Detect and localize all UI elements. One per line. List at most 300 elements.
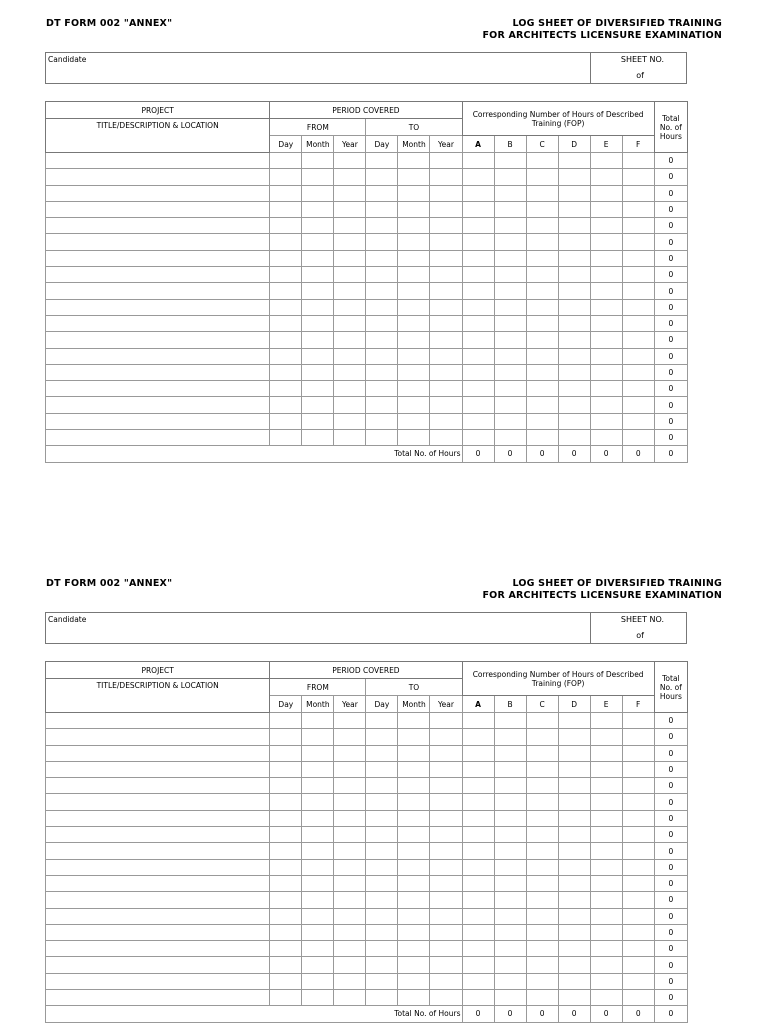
- entry-cell[interactable]: [494, 859, 526, 875]
- entry-cell[interactable]: [462, 827, 494, 843]
- entry-cell[interactable]: [302, 778, 334, 794]
- entry-cell[interactable]: [302, 827, 334, 843]
- entry-cell[interactable]: [590, 381, 622, 397]
- entry-cell[interactable]: [270, 761, 302, 777]
- entry-cell[interactable]: [558, 397, 590, 413]
- entry-cell[interactable]: [622, 778, 654, 794]
- entry-cell[interactable]: [398, 990, 430, 1006]
- entry-cell[interactable]: [590, 990, 622, 1006]
- entry-cell[interactable]: [494, 397, 526, 413]
- entry-cell[interactable]: [494, 267, 526, 283]
- entry-cell[interactable]: [494, 973, 526, 989]
- entry-cell[interactable]: [590, 761, 622, 777]
- entry-cell[interactable]: [366, 364, 398, 380]
- entry-cell[interactable]: [366, 941, 398, 957]
- entry-cell[interactable]: [430, 250, 462, 266]
- entry-cell[interactable]: [494, 348, 526, 364]
- entry-cell[interactable]: [526, 332, 558, 348]
- entry-cell[interactable]: [334, 794, 366, 810]
- entry-cell[interactable]: [366, 381, 398, 397]
- entry-cell[interactable]: [334, 892, 366, 908]
- entry-cell[interactable]: [334, 875, 366, 891]
- entry-cell[interactable]: [590, 957, 622, 973]
- entry-cell[interactable]: [334, 283, 366, 299]
- entry-cell[interactable]: [558, 364, 590, 380]
- entry-cell[interactable]: [270, 413, 302, 429]
- entry-cell[interactable]: [462, 729, 494, 745]
- entry-cell[interactable]: [494, 990, 526, 1006]
- entry-cell[interactable]: [302, 990, 334, 1006]
- entry-cell[interactable]: [622, 348, 654, 364]
- entry-cell[interactable]: [366, 234, 398, 250]
- entry-cell[interactable]: [270, 381, 302, 397]
- entry-cell[interactable]: [526, 745, 558, 761]
- project-cell[interactable]: [46, 875, 270, 891]
- entry-cell[interactable]: [558, 778, 590, 794]
- project-cell[interactable]: [46, 957, 270, 973]
- entry-cell[interactable]: [366, 778, 398, 794]
- candidate-box[interactable]: [45, 52, 687, 84]
- entry-cell[interactable]: [462, 153, 494, 169]
- entry-cell[interactable]: [334, 381, 366, 397]
- entry-cell[interactable]: [270, 729, 302, 745]
- entry-cell[interactable]: [270, 875, 302, 891]
- entry-cell[interactable]: [558, 315, 590, 331]
- entry-cell[interactable]: [398, 957, 430, 973]
- entry-cell[interactable]: [590, 875, 622, 891]
- entry-cell[interactable]: [622, 153, 654, 169]
- entry-cell[interactable]: [462, 315, 494, 331]
- entry-cell[interactable]: [270, 218, 302, 234]
- entry-cell[interactable]: [590, 364, 622, 380]
- entry-cell[interactable]: [334, 957, 366, 973]
- project-cell[interactable]: [46, 745, 270, 761]
- entry-cell[interactable]: [366, 218, 398, 234]
- entry-cell[interactable]: [270, 169, 302, 185]
- project-cell[interactable]: [46, 381, 270, 397]
- entry-cell[interactable]: [558, 250, 590, 266]
- entry-cell[interactable]: [526, 843, 558, 859]
- entry-cell[interactable]: [430, 973, 462, 989]
- entry-cell[interactable]: [430, 941, 462, 957]
- entry-cell[interactable]: [622, 201, 654, 217]
- entry-cell[interactable]: [526, 778, 558, 794]
- entry-cell[interactable]: [622, 875, 654, 891]
- entry-cell[interactable]: [494, 924, 526, 940]
- project-cell[interactable]: [46, 397, 270, 413]
- entry-cell[interactable]: [526, 381, 558, 397]
- entry-cell[interactable]: [622, 185, 654, 201]
- entry-cell[interactable]: [270, 843, 302, 859]
- entry-cell[interactable]: [430, 843, 462, 859]
- entry-cell[interactable]: [334, 924, 366, 940]
- entry-cell[interactable]: [590, 315, 622, 331]
- entry-cell[interactable]: [462, 973, 494, 989]
- entry-cell[interactable]: [590, 924, 622, 940]
- entry-cell[interactable]: [558, 283, 590, 299]
- entry-cell[interactable]: [334, 973, 366, 989]
- entry-cell[interactable]: [398, 348, 430, 364]
- project-cell[interactable]: [46, 990, 270, 1006]
- entry-cell[interactable]: [430, 827, 462, 843]
- entry-cell[interactable]: [622, 990, 654, 1006]
- entry-cell[interactable]: [558, 875, 590, 891]
- entry-cell[interactable]: [462, 713, 494, 729]
- entry-cell[interactable]: [622, 924, 654, 940]
- entry-cell[interactable]: [526, 397, 558, 413]
- entry-cell[interactable]: [590, 267, 622, 283]
- entry-cell[interactable]: [302, 381, 334, 397]
- entry-cell[interactable]: [590, 745, 622, 761]
- entry-cell[interactable]: [302, 267, 334, 283]
- entry-cell[interactable]: [590, 430, 622, 446]
- entry-cell[interactable]: [270, 859, 302, 875]
- entry-cell[interactable]: [462, 169, 494, 185]
- entry-cell[interactable]: [558, 234, 590, 250]
- entry-cell[interactable]: [622, 973, 654, 989]
- entry-cell[interactable]: [526, 348, 558, 364]
- entry-cell[interactable]: [462, 430, 494, 446]
- entry-cell[interactable]: [526, 267, 558, 283]
- entry-cell[interactable]: [334, 843, 366, 859]
- entry-cell[interactable]: [558, 413, 590, 429]
- entry-cell[interactable]: [558, 729, 590, 745]
- project-cell[interactable]: [46, 761, 270, 777]
- entry-cell[interactable]: [334, 430, 366, 446]
- entry-cell[interactable]: [398, 283, 430, 299]
- entry-cell[interactable]: [302, 201, 334, 217]
- entry-cell[interactable]: [430, 990, 462, 1006]
- entry-cell[interactable]: [494, 153, 526, 169]
- entry-cell[interactable]: [622, 908, 654, 924]
- entry-cell[interactable]: [430, 218, 462, 234]
- entry-cell[interactable]: [366, 859, 398, 875]
- entry-cell[interactable]: [366, 990, 398, 1006]
- entry-cell[interactable]: [590, 283, 622, 299]
- entry-cell[interactable]: [270, 283, 302, 299]
- entry-cell[interactable]: [558, 381, 590, 397]
- entry-cell[interactable]: [302, 185, 334, 201]
- entry-cell[interactable]: [462, 957, 494, 973]
- entry-cell[interactable]: [558, 794, 590, 810]
- project-cell[interactable]: [46, 218, 270, 234]
- entry-cell[interactable]: [366, 169, 398, 185]
- entry-cell[interactable]: [462, 778, 494, 794]
- entry-cell[interactable]: [558, 973, 590, 989]
- entry-cell[interactable]: [366, 299, 398, 315]
- entry-cell[interactable]: [430, 924, 462, 940]
- entry-cell[interactable]: [430, 397, 462, 413]
- entry-cell[interactable]: [302, 169, 334, 185]
- entry-cell[interactable]: [462, 843, 494, 859]
- sheet-number-cell[interactable]: [590, 613, 686, 643]
- entry-cell[interactable]: [590, 185, 622, 201]
- entry-cell[interactable]: [430, 169, 462, 185]
- entry-cell[interactable]: [462, 859, 494, 875]
- entry-cell[interactable]: [622, 713, 654, 729]
- entry-cell[interactable]: [366, 430, 398, 446]
- project-cell[interactable]: [46, 908, 270, 924]
- entry-cell[interactable]: [590, 794, 622, 810]
- entry-cell[interactable]: [494, 843, 526, 859]
- entry-cell[interactable]: [270, 827, 302, 843]
- entry-cell[interactable]: [398, 745, 430, 761]
- entry-cell[interactable]: [558, 153, 590, 169]
- entry-cell[interactable]: [366, 185, 398, 201]
- entry-cell[interactable]: [334, 729, 366, 745]
- entry-cell[interactable]: [270, 332, 302, 348]
- entry-cell[interactable]: [494, 941, 526, 957]
- project-cell[interactable]: [46, 778, 270, 794]
- entry-cell[interactable]: [558, 299, 590, 315]
- entry-cell[interactable]: [494, 299, 526, 315]
- entry-cell[interactable]: [398, 315, 430, 331]
- entry-cell[interactable]: [270, 941, 302, 957]
- entry-cell[interactable]: [270, 924, 302, 940]
- entry-cell[interactable]: [270, 957, 302, 973]
- project-cell[interactable]: [46, 348, 270, 364]
- entry-cell[interactable]: [334, 990, 366, 1006]
- entry-cell[interactable]: [302, 713, 334, 729]
- entry-cell[interactable]: [302, 364, 334, 380]
- entry-cell[interactable]: [430, 761, 462, 777]
- entry-cell[interactable]: [622, 794, 654, 810]
- entry-cell[interactable]: [334, 332, 366, 348]
- entry-cell[interactable]: [270, 315, 302, 331]
- entry-cell[interactable]: [302, 908, 334, 924]
- entry-cell[interactable]: [398, 299, 430, 315]
- entry-cell[interactable]: [398, 332, 430, 348]
- entry-cell[interactable]: [494, 794, 526, 810]
- entry-cell[interactable]: [430, 908, 462, 924]
- entry-cell[interactable]: [526, 924, 558, 940]
- entry-cell[interactable]: [270, 810, 302, 826]
- entry-cell[interactable]: [302, 745, 334, 761]
- entry-cell[interactable]: [622, 315, 654, 331]
- project-cell[interactable]: [46, 283, 270, 299]
- entry-cell[interactable]: [462, 941, 494, 957]
- entry-cell[interactable]: [366, 397, 398, 413]
- entry-cell[interactable]: [398, 397, 430, 413]
- project-cell[interactable]: [46, 169, 270, 185]
- entry-cell[interactable]: [558, 924, 590, 940]
- entry-cell[interactable]: [526, 153, 558, 169]
- entry-cell[interactable]: [398, 892, 430, 908]
- entry-cell[interactable]: [462, 761, 494, 777]
- entry-cell[interactable]: [462, 908, 494, 924]
- entry-cell[interactable]: [334, 778, 366, 794]
- entry-cell[interactable]: [558, 941, 590, 957]
- entry-cell[interactable]: [430, 234, 462, 250]
- entry-cell[interactable]: [462, 397, 494, 413]
- entry-cell[interactable]: [366, 332, 398, 348]
- entry-cell[interactable]: [494, 185, 526, 201]
- entry-cell[interactable]: [430, 381, 462, 397]
- entry-cell[interactable]: [398, 185, 430, 201]
- entry-cell[interactable]: [334, 397, 366, 413]
- entry-cell[interactable]: [366, 201, 398, 217]
- entry-cell[interactable]: [526, 827, 558, 843]
- project-cell[interactable]: [46, 941, 270, 957]
- entry-cell[interactable]: [494, 332, 526, 348]
- entry-cell[interactable]: [462, 348, 494, 364]
- entry-cell[interactable]: [494, 201, 526, 217]
- entry-cell[interactable]: [494, 430, 526, 446]
- entry-cell[interactable]: [590, 810, 622, 826]
- project-cell[interactable]: [46, 250, 270, 266]
- entry-cell[interactable]: [430, 332, 462, 348]
- entry-cell[interactable]: [526, 794, 558, 810]
- entry-cell[interactable]: [622, 267, 654, 283]
- entry-cell[interactable]: [334, 185, 366, 201]
- entry-cell[interactable]: [558, 827, 590, 843]
- entry-cell[interactable]: [526, 413, 558, 429]
- entry-cell[interactable]: [398, 218, 430, 234]
- project-cell[interactable]: [46, 729, 270, 745]
- entry-cell[interactable]: [302, 315, 334, 331]
- entry-cell[interactable]: [622, 169, 654, 185]
- entry-cell[interactable]: [494, 908, 526, 924]
- entry-cell[interactable]: [558, 332, 590, 348]
- entry-cell[interactable]: [430, 957, 462, 973]
- entry-cell[interactable]: [398, 875, 430, 891]
- entry-cell[interactable]: [366, 794, 398, 810]
- entry-cell[interactable]: [334, 745, 366, 761]
- entry-cell[interactable]: [302, 430, 334, 446]
- entry-cell[interactable]: [302, 348, 334, 364]
- project-cell[interactable]: [46, 364, 270, 380]
- entry-cell[interactable]: [302, 234, 334, 250]
- entry-cell[interactable]: [366, 153, 398, 169]
- entry-cell[interactable]: [366, 761, 398, 777]
- entry-cell[interactable]: [270, 713, 302, 729]
- entry-cell[interactable]: [302, 859, 334, 875]
- entry-cell[interactable]: [430, 875, 462, 891]
- entry-cell[interactable]: [366, 267, 398, 283]
- entry-cell[interactable]: [366, 827, 398, 843]
- project-cell[interactable]: [46, 843, 270, 859]
- entry-cell[interactable]: [430, 729, 462, 745]
- entry-cell[interactable]: [526, 250, 558, 266]
- entry-cell[interactable]: [270, 250, 302, 266]
- candidate-box[interactable]: [45, 612, 687, 644]
- entry-cell[interactable]: [366, 729, 398, 745]
- entry-cell[interactable]: [302, 413, 334, 429]
- entry-cell[interactable]: [494, 364, 526, 380]
- entry-cell[interactable]: [558, 348, 590, 364]
- entry-cell[interactable]: [334, 859, 366, 875]
- entry-cell[interactable]: [334, 201, 366, 217]
- entry-cell[interactable]: [462, 234, 494, 250]
- entry-cell[interactable]: [270, 778, 302, 794]
- entry-cell[interactable]: [590, 250, 622, 266]
- entry-cell[interactable]: [270, 908, 302, 924]
- entry-cell[interactable]: [526, 169, 558, 185]
- entry-cell[interactable]: [366, 413, 398, 429]
- entry-cell[interactable]: [430, 430, 462, 446]
- entry-cell[interactable]: [494, 810, 526, 826]
- entry-cell[interactable]: [622, 761, 654, 777]
- entry-cell[interactable]: [398, 267, 430, 283]
- entry-cell[interactable]: [302, 941, 334, 957]
- entry-cell[interactable]: [590, 713, 622, 729]
- entry-cell[interactable]: [558, 957, 590, 973]
- project-cell[interactable]: [46, 185, 270, 201]
- entry-cell[interactable]: [366, 892, 398, 908]
- entry-cell[interactable]: [366, 283, 398, 299]
- entry-cell[interactable]: [430, 859, 462, 875]
- entry-cell[interactable]: [494, 745, 526, 761]
- entry-cell[interactable]: [430, 153, 462, 169]
- entry-cell[interactable]: [462, 990, 494, 1006]
- entry-cell[interactable]: [334, 315, 366, 331]
- entry-cell[interactable]: [558, 859, 590, 875]
- project-cell[interactable]: [46, 827, 270, 843]
- entry-cell[interactable]: [526, 315, 558, 331]
- entry-cell[interactable]: [558, 843, 590, 859]
- entry-cell[interactable]: [366, 315, 398, 331]
- entry-cell[interactable]: [526, 234, 558, 250]
- entry-cell[interactable]: [270, 990, 302, 1006]
- entry-cell[interactable]: [558, 892, 590, 908]
- entry-cell[interactable]: [430, 892, 462, 908]
- project-cell[interactable]: [46, 973, 270, 989]
- entry-cell[interactable]: [270, 299, 302, 315]
- project-cell[interactable]: [46, 794, 270, 810]
- entry-cell[interactable]: [558, 185, 590, 201]
- entry-cell[interactable]: [366, 843, 398, 859]
- entry-cell[interactable]: [398, 381, 430, 397]
- entry-cell[interactable]: [270, 397, 302, 413]
- project-cell[interactable]: [46, 234, 270, 250]
- entry-cell[interactable]: [334, 364, 366, 380]
- entry-cell[interactable]: [302, 810, 334, 826]
- entry-cell[interactable]: [334, 941, 366, 957]
- entry-cell[interactable]: [558, 430, 590, 446]
- entry-cell[interactable]: [462, 201, 494, 217]
- project-cell[interactable]: [46, 924, 270, 940]
- entry-cell[interactable]: [622, 283, 654, 299]
- entry-cell[interactable]: [302, 283, 334, 299]
- entry-cell[interactable]: [494, 315, 526, 331]
- entry-cell[interactable]: [366, 745, 398, 761]
- entry-cell[interactable]: [494, 778, 526, 794]
- entry-cell[interactable]: [398, 761, 430, 777]
- entry-cell[interactable]: [494, 413, 526, 429]
- entry-cell[interactable]: [302, 794, 334, 810]
- entry-cell[interactable]: [430, 713, 462, 729]
- entry-cell[interactable]: [622, 299, 654, 315]
- entry-cell[interactable]: [462, 892, 494, 908]
- entry-cell[interactable]: [526, 218, 558, 234]
- entry-cell[interactable]: [398, 810, 430, 826]
- entry-cell[interactable]: [494, 218, 526, 234]
- entry-cell[interactable]: [334, 234, 366, 250]
- entry-cell[interactable]: [462, 250, 494, 266]
- entry-cell[interactable]: [462, 267, 494, 283]
- entry-cell[interactable]: [590, 218, 622, 234]
- entry-cell[interactable]: [270, 430, 302, 446]
- entry-cell[interactable]: [398, 941, 430, 957]
- entry-cell[interactable]: [558, 267, 590, 283]
- entry-cell[interactable]: [334, 169, 366, 185]
- entry-cell[interactable]: [526, 810, 558, 826]
- entry-cell[interactable]: [558, 201, 590, 217]
- entry-cell[interactable]: [462, 185, 494, 201]
- entry-cell[interactable]: [622, 364, 654, 380]
- entry-cell[interactable]: [494, 892, 526, 908]
- entry-cell[interactable]: [590, 348, 622, 364]
